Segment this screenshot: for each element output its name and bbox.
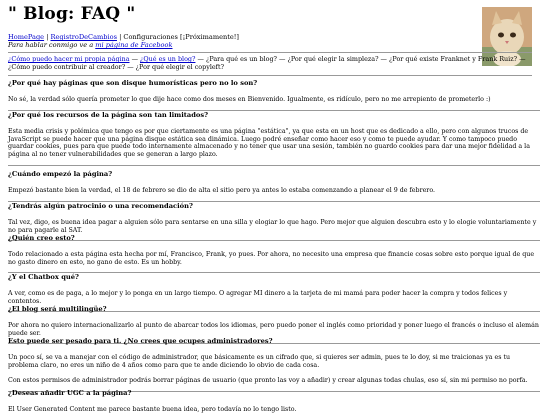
faq-question: ¿Cuándo empezó la página?: [8, 170, 113, 178]
faq-item: [8, 201, 540, 233]
nav-separator: |: [119, 33, 124, 41]
faq-question: Esto puede ser pesado para ti. ¿No crees que ocupes administradores?: [8, 337, 273, 345]
toc-link-own-page[interactable]: ¿Cómo puedo hacer mi propia página: [8, 55, 130, 63]
faq-table-of-contents: ¿Cómo puedo hacer mi propia página — ¿Qué es un blog? — ¿Para qué es un blog? — ¿Por qué elegir la simpleza? — ¿Por qué existe Franknet y Frank Ruiz? — ¿Cómo puedo contribuir al creador? — ¿Por qué elegir el copyleft?: [8, 55, 526, 71]
faq-item: [8, 336, 540, 388]
page-title: " Blog: FAQ ": [8, 4, 136, 24]
home-link[interactable]: HomePage: [8, 33, 45, 41]
faq-question: ¿Por qué hay páginas que son disque humorísticas pero no lo son?: [8, 79, 258, 87]
faq-answer: Todo relacionado a esta página esta hecha por mí, Francisco, Frank, yo pues. Por ahora, no necesito una empresa que financie cosas sobre esto porque igual de que no gasto dinero en esto, no gano de esto. Es un hobby.: [8, 250, 535, 266]
toc-divider: [8, 75, 532, 76]
faq-item: [8, 272, 540, 304]
faq-answer: Empezó bastante bien la verdad, el 18 de febrero se dio de alta el sitio pero ya antes lo estaba comenzando a planear el 9 de febrero.: [8, 186, 435, 194]
toc-item-simplicity: ¿Por qué elegir la simpleza?: [287, 55, 379, 63]
faq-item: [8, 169, 540, 201]
facebook-prefix: Para hablar conmigo ve a: [8, 41, 96, 49]
faq-question: ¿Y el Chatbox qué?: [8, 273, 79, 281]
faq-question: ¿Deseas añadir UGC a la página?: [8, 389, 132, 397]
toc-item-copyleft: ¿Por qué elegir el copyleft?: [135, 63, 225, 71]
coming-soon-label: [¡Próximamente!]: [180, 33, 239, 41]
faq-question: ¿Por qué los recursos de la página son tan limitados?: [8, 111, 209, 119]
faq-answer: Por ahora no quiero internacionalizarlo al punto de abarcar todos los idiomas, pero puedo poner el inglés como prioridad y poner luego el francés o incluso el alemán puede ser.: [8, 321, 539, 337]
faq-question: ¿Tendrás algún patrocinio o una recomendación?: [8, 202, 193, 210]
faq-item: [8, 78, 540, 110]
faq-list: [8, 78, 540, 418]
top-navigation: [8, 33, 478, 49]
faq-answer: Tal vez, digo, es buena idea pagar a alguien sólo para sentarse en una silla y elogiar lo que hago. Pero mejor que alguien descubra esto y lo elogie voluntariamente y no para pagarle al SAT.: [8, 218, 537, 234]
faq-item: [8, 233, 540, 272]
faq-question: ¿El blog será multilingüe?: [8, 305, 107, 313]
toc-item-blog-purpose: ¿Para qué es un blog?: [205, 55, 277, 63]
faq-answer: Un poco sí, se va a manejar con el código de administrador, que básicamente es un cifrado que, si quieres ser admin, pues te lo doy, si me traicionas ya es tu problema claro, no eres un niño de 4 años como para que te ande diciendo lo obvio de cada cosa.: [8, 353, 511, 369]
faq-answer: No sé, la verdad sólo quería prometer lo que dije hace como dos meses en Bienvenido. Igualmente, es ridículo, pero no me arrepiento de prometerlo :): [8, 95, 491, 103]
faq-divider: [8, 165, 540, 166]
faq-item: [8, 304, 540, 336]
toc-item-contribute: ¿Cómo puedo contribuir al creador?: [8, 63, 126, 71]
toc-item-franknet: ¿Por qué existe Franknet y Frank Ruiz?: [388, 55, 518, 63]
header-divider: [8, 52, 532, 53]
facebook-line: [8, 41, 478, 49]
faq-question: ¿Quién creo esto?: [8, 234, 75, 242]
faq-item: [8, 388, 540, 418]
faq-answer: A ver, como es de paga, a lo mejor y lo ponga en un largo tiempo. O agregar MI dinero a la tarjeta de mi mamá para poder hacer la compra y todos felices y contentos.: [8, 289, 508, 305]
nav-separator: |: [46, 33, 51, 41]
faq-answer: El User Generated Content me parece bastante buena idea, pero todavía no lo tengo listo.: [8, 405, 297, 413]
changelog-link[interactable]: RegistroDeCambios: [50, 33, 117, 41]
toc-link-what-is-blog[interactable]: ¿Qué es un blog?: [140, 55, 196, 63]
config-label: Configuraciones: [123, 33, 178, 41]
faq-answer: Esta media crisis y polémica que tengo es por que ciertamente es una página "estática", ya que esta en un host que es dedicado a ello, pero con algunos trucos de JavaScript se puede hacer que una página disque estática sea dinámica. Luego podré enseñar como hacer eso y como te puede ayudar. Y como tampoco puedo guardar cookies, pues para que puede todo internamente almacenado y no tener que usar una sesión, también no guardo cookies para dar una mejor fidelidad a la página al no tener vulnerabilidades que se generan a largo plazo.: [8, 127, 530, 159]
faq-item: [8, 110, 540, 169]
faq-answer-extra: Con estos permisos de administrador podrás borrar páginas de usuario (que pronto las voy a añadir) y crear algunas todas chulas, eso sí, sin mi permiso no porfa.: [8, 377, 528, 385]
facebook-link[interactable]: mi página de Facebook: [95, 41, 173, 49]
